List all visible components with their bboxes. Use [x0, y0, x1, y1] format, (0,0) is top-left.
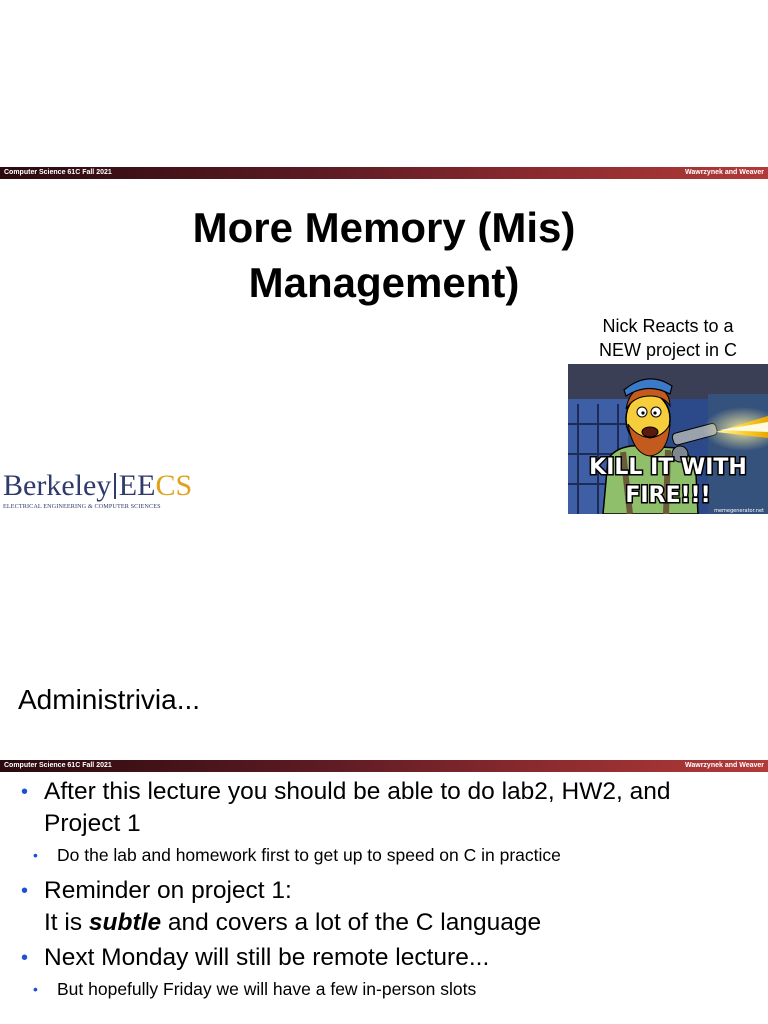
sub-bullet-item	[0, 843, 768, 867]
bullet-text-pre: It is	[44, 909, 89, 936]
logo-wordmark	[3, 469, 193, 502]
bullet-dot-icon: •	[33, 981, 38, 997]
meme-caption-line-1: Nick Reacts to a	[602, 316, 734, 336]
slide-header-bar	[0, 167, 768, 179]
bullet-text-line-1: After this lecture you should be able to do lab2, HW2, and	[44, 778, 671, 805]
bullet-text-line-1: Reminder on project 1:	[44, 877, 292, 904]
meme-caption	[568, 314, 768, 362]
slide-header-bar	[0, 760, 768, 772]
administrivia-heading: Administrivia...	[18, 684, 201, 715]
bullet-item	[0, 776, 768, 840]
bullet-dot-icon: •	[21, 947, 29, 969]
meme-text-line-1: KILL IT WITH	[589, 455, 747, 480]
instructors-label: Wawrzynek and Weaver	[685, 762, 764, 769]
sub-bullet-item	[0, 977, 768, 1001]
bullet-item	[0, 942, 768, 974]
sub-bullet-text: But hopefully Friday we will have a few in-person slots	[57, 979, 477, 999]
meme-watermark: memegenerator.net	[714, 508, 764, 514]
bullet-text-line-2: Project 1	[44, 810, 141, 837]
logo-cs-text: CS	[155, 469, 193, 502]
slide-title-line-2: Management)	[248, 259, 520, 306]
logo-ee-text: EE	[118, 469, 156, 502]
bullet-item	[0, 875, 768, 939]
bullet-dot-icon: •	[21, 781, 29, 803]
bullet-list	[0, 776, 768, 1009]
slide-title-line-1: More Memory (Mis)	[192, 204, 576, 251]
bullet-dot-icon: •	[33, 847, 38, 863]
logo-berkeley-text: Berkeley	[3, 469, 112, 502]
bullet-emphasis-text: subtle	[88, 909, 162, 936]
meme-text-line-2: FIRE!!!	[625, 483, 711, 508]
logo-divider	[114, 473, 116, 499]
instructors-label: Wawrzynek and Weaver	[685, 169, 764, 176]
logo-subtitle: ELECTRICAL ENGINEERING & COMPUTER SCIENCES	[3, 503, 161, 510]
course-label: Computer Science 61C Fall 2021	[4, 169, 112, 176]
bullet-text-post: and covers a lot of the C language	[161, 909, 542, 936]
sub-bullet-text: Do the lab and homework first to get up to speed on C in practice	[57, 845, 561, 865]
bullet-text-line-1: Next Monday will still be remote lecture...	[44, 944, 490, 971]
course-label: Computer Science 61C Fall 2021	[4, 762, 112, 769]
berkeley-eecs-logo	[3, 469, 193, 518]
slide-title	[0, 200, 768, 310]
meme-caption-line-2: NEW project in C	[598, 340, 738, 360]
kill-it-with-fire-meme-image	[568, 364, 768, 514]
bullet-dot-icon: •	[21, 880, 29, 902]
